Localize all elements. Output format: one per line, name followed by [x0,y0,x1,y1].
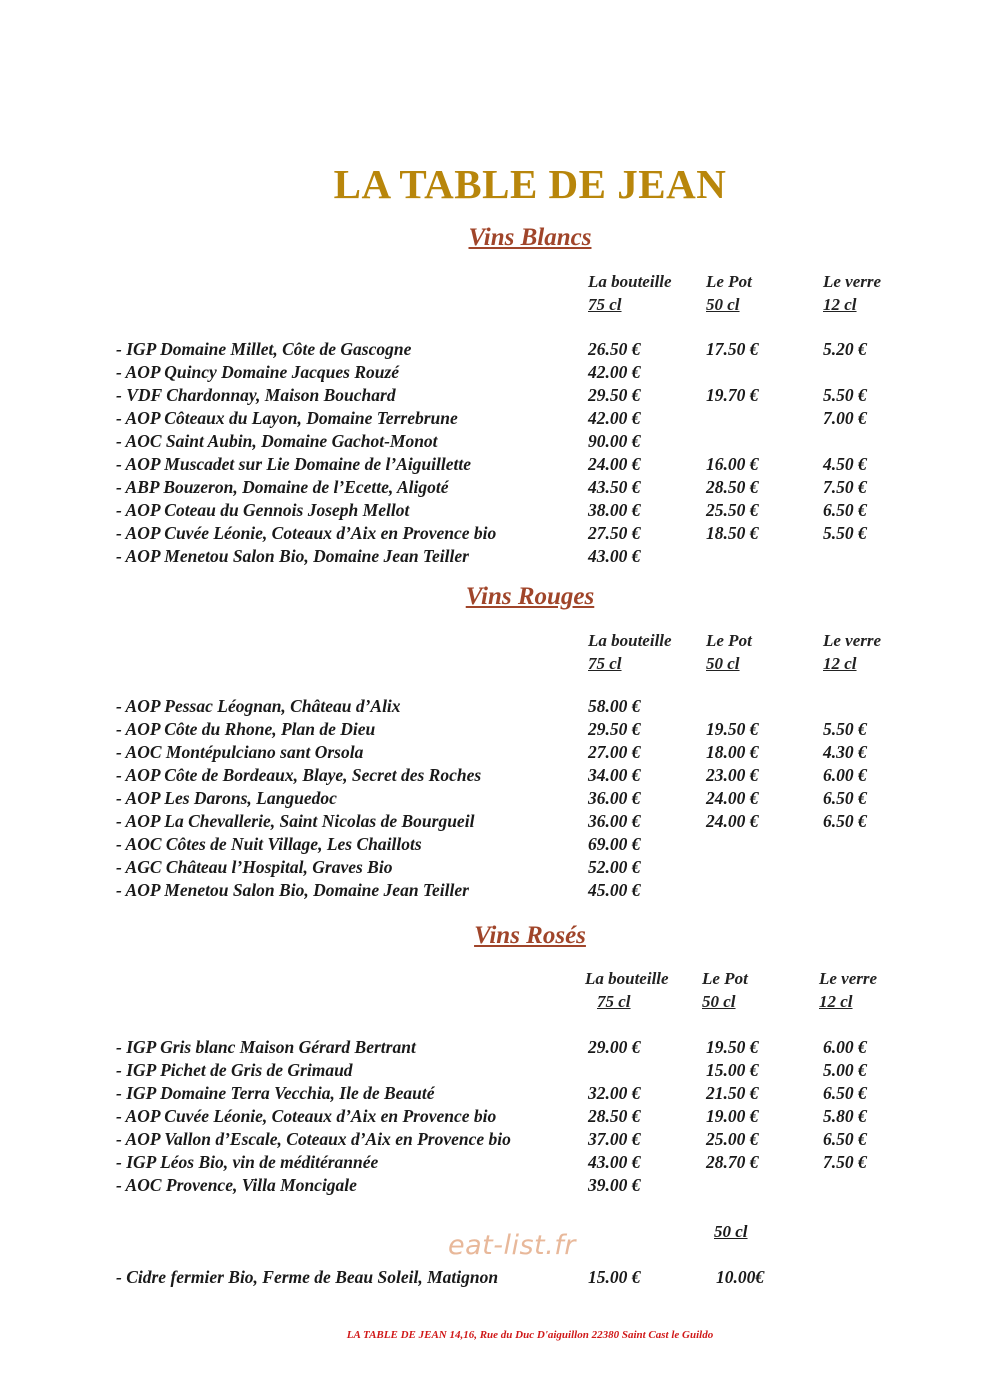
header-glass-label: Le verre [819,969,878,988]
cidre-name: - Cidre fermier Bio, Ferme de Beau Soleil, Matignon [116,1267,499,1287]
wine-row [116,339,916,362]
wine-name: - AOP Vallon d’Escale, Coteaux d’Aix en Provence bio [116,1129,511,1149]
header-pot-unit: 50 cl [702,992,736,1011]
wine-name: - IGP Léos Bio, vin de méditérannée [116,1152,379,1172]
price-pot: 25.50 € [706,500,759,520]
cidre-row [116,1267,916,1290]
price-bottle: 43.00 € [588,546,641,566]
wine-name: - AOP Cuvée Léonie, Coteaux d’Aix en Provence bio [116,1106,497,1126]
price-glass: 5.20 € [823,339,867,359]
price-pot: 15.00 € [706,1060,759,1080]
price-bottle: 27.00 € [588,742,641,762]
header-pot-unit: 50 cl [706,654,740,673]
header-glass-unit: 12 cl [823,654,857,673]
wine-row [116,880,916,903]
cidre-unit-header: 50 cl [714,1222,748,1241]
wine-name: - AOP Menetou Salon Bio, Domaine Jean Teiller [116,880,469,900]
header-bottle-unit: 75 cl [588,654,622,673]
price-bottle: 29.50 € [588,719,641,739]
price-bottle: 90.00 € [588,431,641,451]
wine-row [116,546,916,569]
header-bottle [588,270,672,316]
price-bottle: 58.00 € [588,696,641,716]
wine-name: - AOC Côtes de Nuit Village, Les Chaillots [116,834,422,854]
price-pot: 28.50 € [706,477,759,497]
header-glass-unit: 12 cl [819,992,853,1011]
price-bottle: 69.00 € [588,834,641,854]
wine-name: - IGP Pichet de Gris de Grimaud [116,1060,353,1080]
price-glass: 6.50 € [823,500,867,520]
price-glass: 6.50 € [823,1083,867,1103]
header-glass [819,967,877,1013]
header-pot-label: Le Pot [706,631,752,650]
header-pot-label: Le Pot [702,969,748,988]
price-glass: 6.00 € [823,1037,867,1057]
price-bottle: 45.00 € [588,880,641,900]
header-glass-label: Le verre [823,272,882,291]
wine-name: - VDF Chardonnay, Maison Bouchard [116,385,396,405]
price-glass: 5.50 € [823,523,867,543]
price-pot: 17.50 € [706,339,759,359]
wine-name: - AOP Pessac Léognan, Château d’Alix [116,696,401,716]
wine-name: - AOP Côte du Rhone, Plan de Dieu [116,719,376,739]
price-bottle: 38.00 € [588,500,641,520]
price-bottle: 36.00 € [588,788,641,808]
footer-address: LA TABLE DE JEAN 14,16, Rue du Duc D'aiguillon 22380 Saint Cast le Guildo [346,1329,714,1341]
price-pot: 18.00 € [706,742,759,762]
wine-row [116,500,916,523]
wine-name: - IGP Gris blanc Maison Gérard Bertrant [116,1037,416,1057]
wine-name: - IGP Domaine Terra Vecchia, Ile de Beauté [116,1083,435,1103]
wine-name: - AOC Provence, Villa Moncigale [116,1175,357,1195]
wine-row [116,523,916,546]
price-bottle: 32.00 € [588,1083,641,1103]
wine-name: - AOP La Chevallerie, Saint Nicolas de Bourgueil [116,811,475,831]
wine-row [116,1083,916,1106]
price-glass: 5.50 € [823,719,867,739]
price-pot: 28.70 € [706,1152,759,1172]
price-pot: 24.00 € [706,788,759,808]
header-pot [706,629,752,675]
page-title: LA TABLE DE JEAN [333,161,727,207]
section-title-rouges: Vins Rouges [465,583,595,610]
header-pot-unit: 50 cl [706,295,740,314]
price-pot: 24.00 € [706,811,759,831]
price-bottle: 43.50 € [588,477,641,497]
price-bottle: 28.50 € [588,1106,641,1126]
wine-row [116,719,916,742]
section-title-roses: Vins Rosés [474,922,586,949]
wine-name: - ABP Bouzeron, Domaine de l’Ecette, Aligoté [116,477,449,497]
header-pot [702,967,748,1013]
price-bottle: 29.00 € [588,1037,641,1057]
price-pot: 21.50 € [706,1083,759,1103]
cidre-price-pot: 10.00€ [716,1267,765,1287]
wine-row [116,696,916,719]
price-bottle: 34.00 € [588,765,641,785]
price-bottle: 36.00 € [588,811,641,831]
wine-row [116,1060,916,1083]
price-glass: 6.50 € [823,1129,867,1149]
header-bottle-label: La bouteille [585,969,669,988]
wine-name: - AOP Côteaux du Layon, Domaine Terrebrune [116,408,458,428]
wine-row [116,1152,916,1175]
cidre-price-bottle: 15.00 € [588,1267,641,1287]
price-bottle: 26.50 € [588,339,641,359]
wine-row [116,477,916,500]
wine-row [116,1037,916,1060]
price-bottle: 29.50 € [588,385,641,405]
price-glass: 6.50 € [823,811,867,831]
price-bottle: 43.00 € [588,1152,641,1172]
price-glass: 4.50 € [823,454,867,474]
wine-row [116,1106,916,1129]
header-glass-label: Le verre [823,631,882,650]
wine-name: - AOP Quincy Domaine Jacques Rouzé [116,362,400,382]
wine-row [116,385,916,408]
price-glass: 6.50 € [823,788,867,808]
price-bottle: 42.00 € [588,408,641,428]
wine-row [116,1175,916,1198]
price-glass: 7.50 € [823,1152,867,1172]
wine-name: - AOP Côte de Bordeaux, Blaye, Secret des Roches [116,765,482,785]
wine-row [116,765,916,788]
price-glass: 5.50 € [823,385,867,405]
price-pot: 18.50 € [706,523,759,543]
wine-name: - AOP Menetou Salon Bio, Domaine Jean Teiller [116,546,469,566]
wine-name: - AOC Saint Aubin, Domaine Gachot-Monot [116,431,438,451]
wine-name: - IGP Domaine Millet, Côte de Gascogne [116,339,412,359]
price-pot: 25.00 € [706,1129,759,1149]
wine-name: - AGC Château l’Hospital, Graves Bio [116,857,393,877]
wine-name: - AOP Les Darons, Languedoc [116,788,337,808]
price-pot: 19.00 € [706,1106,759,1126]
header-bottle-unit: 75 cl [588,295,622,314]
header-glass-unit: 12 cl [823,295,857,314]
watermark: eat-list.fr [448,1230,576,1261]
price-bottle: 52.00 € [588,857,641,877]
price-glass: 5.80 € [823,1106,867,1126]
price-glass: 7.50 € [823,477,867,497]
wine-row [116,811,916,834]
price-bottle: 39.00 € [588,1175,641,1195]
wine-row [116,788,916,811]
price-pot: 23.00 € [706,765,759,785]
price-pot: 16.00 € [706,454,759,474]
price-pot: 19.50 € [706,1037,759,1057]
wine-row [116,408,916,431]
price-glass: 5.00 € [823,1060,867,1080]
wine-row [116,834,916,857]
header-pot [706,270,752,316]
header-pot-label: Le Pot [706,272,752,291]
price-pot: 19.50 € [706,719,759,739]
header-bottle-label: La bouteille [588,272,672,291]
wine-row [116,362,916,385]
price-glass: 4.30 € [823,742,867,762]
wine-name: - AOP Cuvée Léonie, Coteaux d’Aix en Provence bio [116,523,497,543]
wine-row [116,742,916,765]
header-bottle-label: La bouteille [588,631,672,650]
wine-name: - AOP Coteau du Gennois Joseph Mellot [116,500,410,520]
price-glass: 7.00 € [823,408,867,428]
price-bottle: 37.00 € [588,1129,641,1149]
wine-name: - AOP Muscadet sur Lie Domaine de l’Aiguillette [116,454,472,474]
price-bottle: 42.00 € [588,362,641,382]
header-glass [823,270,881,316]
header-bottle-unit: 75 cl [597,992,631,1011]
price-bottle: 24.00 € [588,454,641,474]
price-pot: 19.70 € [706,385,759,405]
header-bottle [588,629,672,675]
wine-row [116,431,916,454]
price-bottle: 27.50 € [588,523,641,543]
section-title-blancs: Vins Blancs [468,224,592,251]
price-glass: 6.00 € [823,765,867,785]
header-glass [823,629,881,675]
header-bottle [585,967,669,1013]
wine-name: - AOC Montépulciano sant Orsola [116,742,364,762]
wine-row [116,857,916,880]
wine-row [116,1129,916,1152]
wine-row [116,454,916,477]
